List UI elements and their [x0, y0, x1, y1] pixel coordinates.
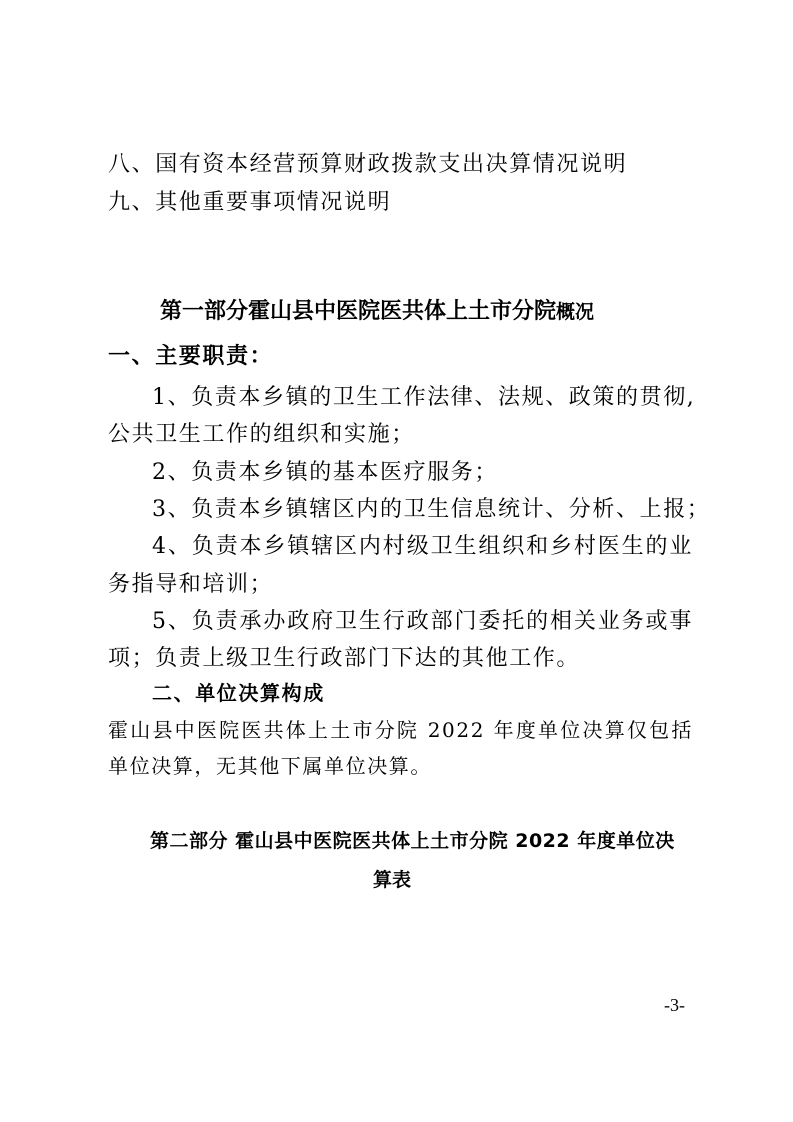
part2-title-line2: 算表: [373, 869, 412, 891]
duty5-line1: 5、负责承办政府卫生行政部门委托的相关业务或事: [152, 609, 693, 634]
duty4-line2: 务指导和培训；: [108, 572, 274, 597]
section2-heading: 二、单位决算构成: [152, 681, 325, 705]
duty2: 2、负责本乡镇的基本医疗服务；: [152, 460, 498, 485]
section1-heading: 一、主要职责：: [108, 344, 274, 369]
part2-title-line1: 第二部分 霍山县中医院医共体上土市分院 2022 年度单位决: [150, 830, 675, 852]
toc-item-8: 八、国有资本经营预算财政拨款支出决算情况说明: [108, 152, 628, 177]
duty3: 3、负责本乡镇辖区内的卫生信息统计、分析、上报；: [152, 497, 711, 522]
section2-body-line2: 单位决算，无其他下属单位决算。: [108, 754, 432, 778]
page-number: -3-: [664, 995, 685, 1015]
duty1-line1: 1、负责本乡镇的卫生工作法律、法规、政策的贯彻,: [152, 385, 696, 410]
part1-title-main: 第一部分霍山县中医院医共体上土市分院: [160, 299, 557, 324]
duty5-line2: 项；负责上级卫生行政部门下达的其他工作。: [108, 646, 581, 671]
section2-body-line1: 霍山县中医院医共体上土市分院 2022 年度单位决算仅包括: [108, 718, 693, 742]
duty1-line2: 公共卫生工作的组织和实施；: [108, 422, 415, 447]
part1-title: [160, 297, 594, 327]
toc-item-9: 九、其他重要事项情况说明: [108, 190, 392, 215]
part1-title-tail: 概况: [556, 301, 595, 323]
duty4-line1: 4、负责本乡镇辖区内村级卫生组织和乡村医生的业: [152, 534, 693, 559]
